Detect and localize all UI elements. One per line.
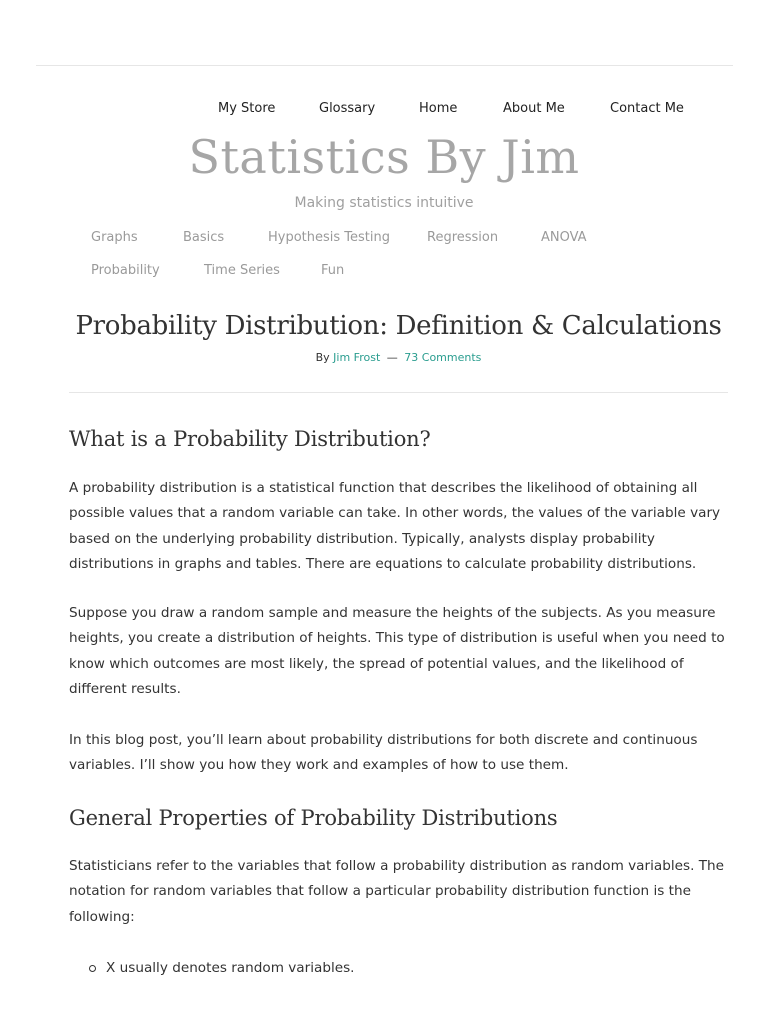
top-divider	[36, 65, 733, 66]
list-item	[69, 956, 729, 981]
author-link[interactable]: Jim Frost	[333, 351, 381, 364]
nav-link-home[interactable]: Home	[419, 101, 458, 116]
byline-prefix: By	[315, 351, 330, 364]
notation-list	[69, 956, 729, 981]
paragraph-definition: A probability distribution is a statistical function that describes the likelihood of obtaining all possible values that a random variable can take. In other words, the values of the variable vary based on the underlying probability distribution. Typically, analysts display probability distributions in graphs and tables. There are equations to calculate probability distributions.	[69, 480, 721, 572]
nav-link-my-store[interactable]: My Store	[218, 101, 276, 116]
site-title[interactable]: Statistics By Jim	[188, 130, 580, 184]
section-heading-what-is: What is a Probability Distribution?	[69, 427, 431, 451]
category-link-graphs[interactable]: Graphs	[91, 230, 138, 245]
list-item-text: X usually denotes random variables.	[106, 960, 355, 976]
nav-link-about-me[interactable]: About Me	[503, 101, 565, 116]
top-navigation	[0, 100, 768, 120]
site-tagline: Making statistics intuitive	[294, 195, 474, 211]
post-byline	[0, 350, 768, 366]
category-link-basics[interactable]: Basics	[183, 230, 225, 245]
category-link-anova[interactable]: ANOVA	[541, 230, 587, 245]
post-title: Probability Distribution: Definition & Calculations	[75, 311, 722, 341]
paragraph-random-variables: Statisticians refer to the variables that follow a probability distribution as random variables. The notation for random variables that follow a particular probability distribution function is the following:	[69, 858, 724, 925]
circle-bullet-icon	[89, 965, 96, 972]
byline-separator: —	[386, 351, 398, 364]
nav-link-glossary[interactable]: Glossary	[319, 101, 376, 116]
header-divider	[69, 392, 728, 393]
section-heading-general-properties: General Properties of Probability Distributions	[69, 806, 558, 830]
category-link-hypothesis-testing[interactable]: Hypothesis Testing	[268, 230, 391, 245]
category-link-fun[interactable]: Fun	[321, 263, 345, 278]
nav-link-contact-me[interactable]: Contact Me	[610, 101, 684, 116]
paragraph-blog-intro: In this blog post, you’ll learn about probability distributions for both discrete and continuous variables. I’ll show you how they work and examples of how to use them.	[69, 732, 698, 774]
comments-link[interactable]: 73 Comments	[404, 351, 482, 364]
category-link-probability[interactable]: Probability	[91, 263, 160, 278]
category-link-time-series[interactable]: Time Series	[204, 263, 280, 278]
paragraph-heights-example: Suppose you draw a random sample and measure the heights of the subjects. As you measure heights, you create a distribution of heights. This type of distribution is useful when you need to know which outcomes are most likely, the spread of potential values, and the likelihood of different results.	[69, 605, 725, 697]
category-link-regression[interactable]: Regression	[427, 230, 499, 245]
